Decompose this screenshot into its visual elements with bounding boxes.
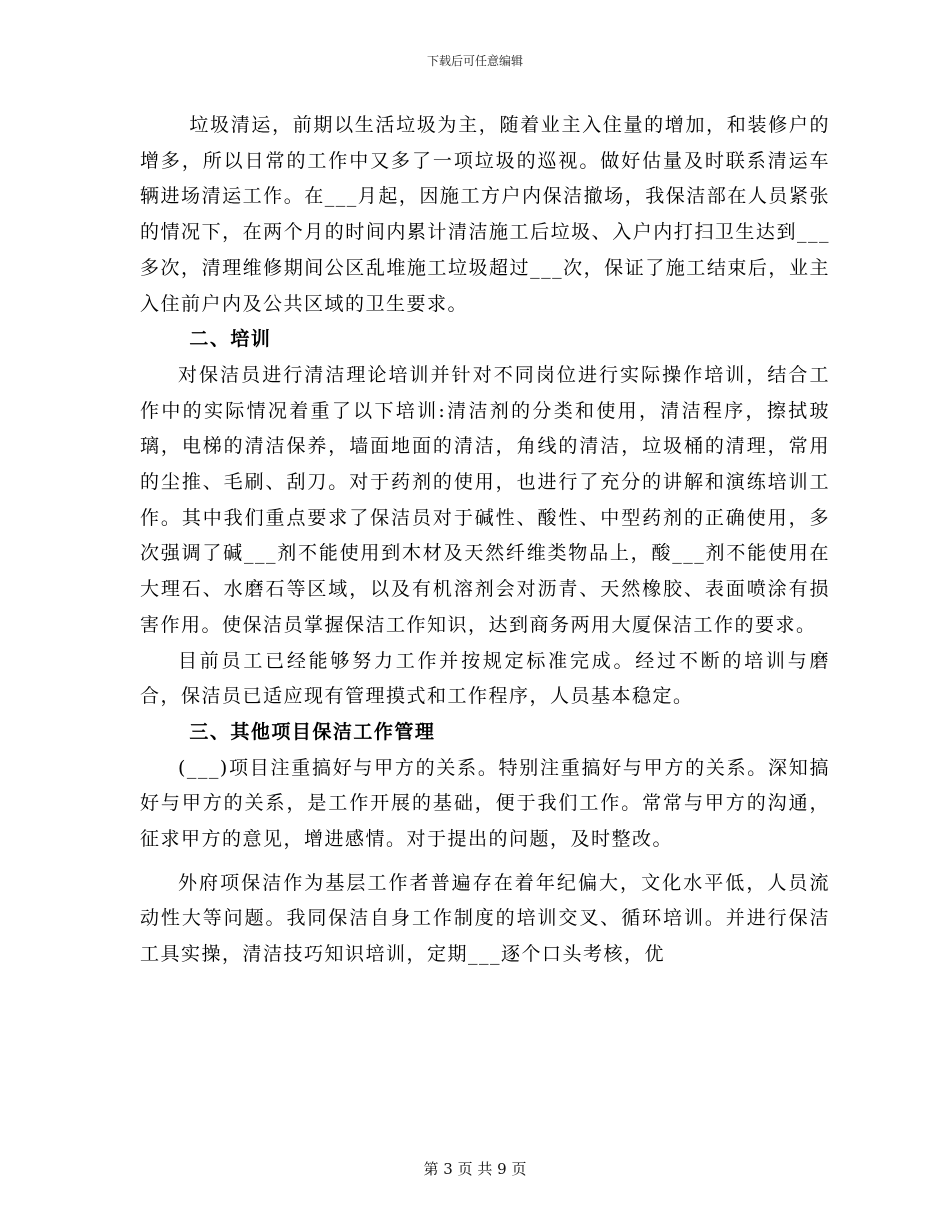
paragraph-client-relations: (___)项目注重搞好与甲方的关系。特别注重搞好与甲方的关系。深知搞好与甲方的关系，是工作开展的基础，便于我们工作。常常与甲方的沟通，征求甲方的意见，增进感情。对于提出的问题，及时整改。 bbox=[140, 756, 830, 851]
paragraph-staff-status: 目前员工已经能够努力工作并按规定标准完成。经过不断的培训与磨合，保洁员已适应现有管理摸式和工作程序，人员基本稳定。 bbox=[140, 649, 830, 708]
section-heading-training: 二、培训 bbox=[189, 328, 272, 351]
paragraph-external-staff: 外府项保洁作为基层工作者普遍存在着年纪偏大，文化水平低，人员流动性大等问题。我同保洁自身工作制度的培训交叉、循环培训。并进行保洁工具实操，清洁技巧知识培训，定期___逐个口头考核，优 bbox=[140, 871, 830, 966]
paragraph-training-details: 对保洁员进行清洁理论培训并针对不同岗位进行实际操作培训，结合工作中的实际情况着重了以下培训:清洁剂的分类和使用，清洁程序，擦拭玻璃，电梯的清洁保养，墙面地面的清洁，角线的清洁，垃圾桶的清理，常用的尘推、毛刷、刮刀。对于药剂的使用，也进行了充分的讲解和演练培训工作。其中我们重点要求了保洁员对于碱性、酸性、中型药剂的正确使用，多次强调了碱___剂不能使用到木材及天然纤维类物品上，酸___剂不能使用在大理石、水磨石等区域，以及有机溶剂会对沥青、天然橡胶、表面喷涂有损害作用。使保洁员掌握保洁工作知识，达到商务两用大厦保洁工作的要求。 bbox=[140, 363, 830, 636]
page-header-note: 下载后可任意编辑 bbox=[426, 54, 523, 68]
paragraph-garbage-removal: 垃圾清运，前期以生活垃圾为主，随着业主入住量的增加，和装修户的增多，所以日常的工作中又多了一项垃圾的巡视。做好估量及时联系清运车辆进场清运工作。在___月起，因施工方户内保洁撤场，我保洁部在人员紧张的情况下，在两个月的时间内累计清洁施工后垃圾、入户内打扫卫生达到___多次，清理维修期间公区乱堆施工垃圾超过___次，保证了施工结束后，业主入住前户内及公共区域的卫生要求。 bbox=[140, 114, 830, 315]
section-heading-other-projects: 三、其他项目保洁工作管理 bbox=[189, 720, 436, 743]
document-body bbox=[140, 108, 830, 973]
page-number-indicator: 第 3 页 共 9 页 bbox=[423, 1160, 527, 1178]
paragraph-gap bbox=[140, 858, 830, 866]
